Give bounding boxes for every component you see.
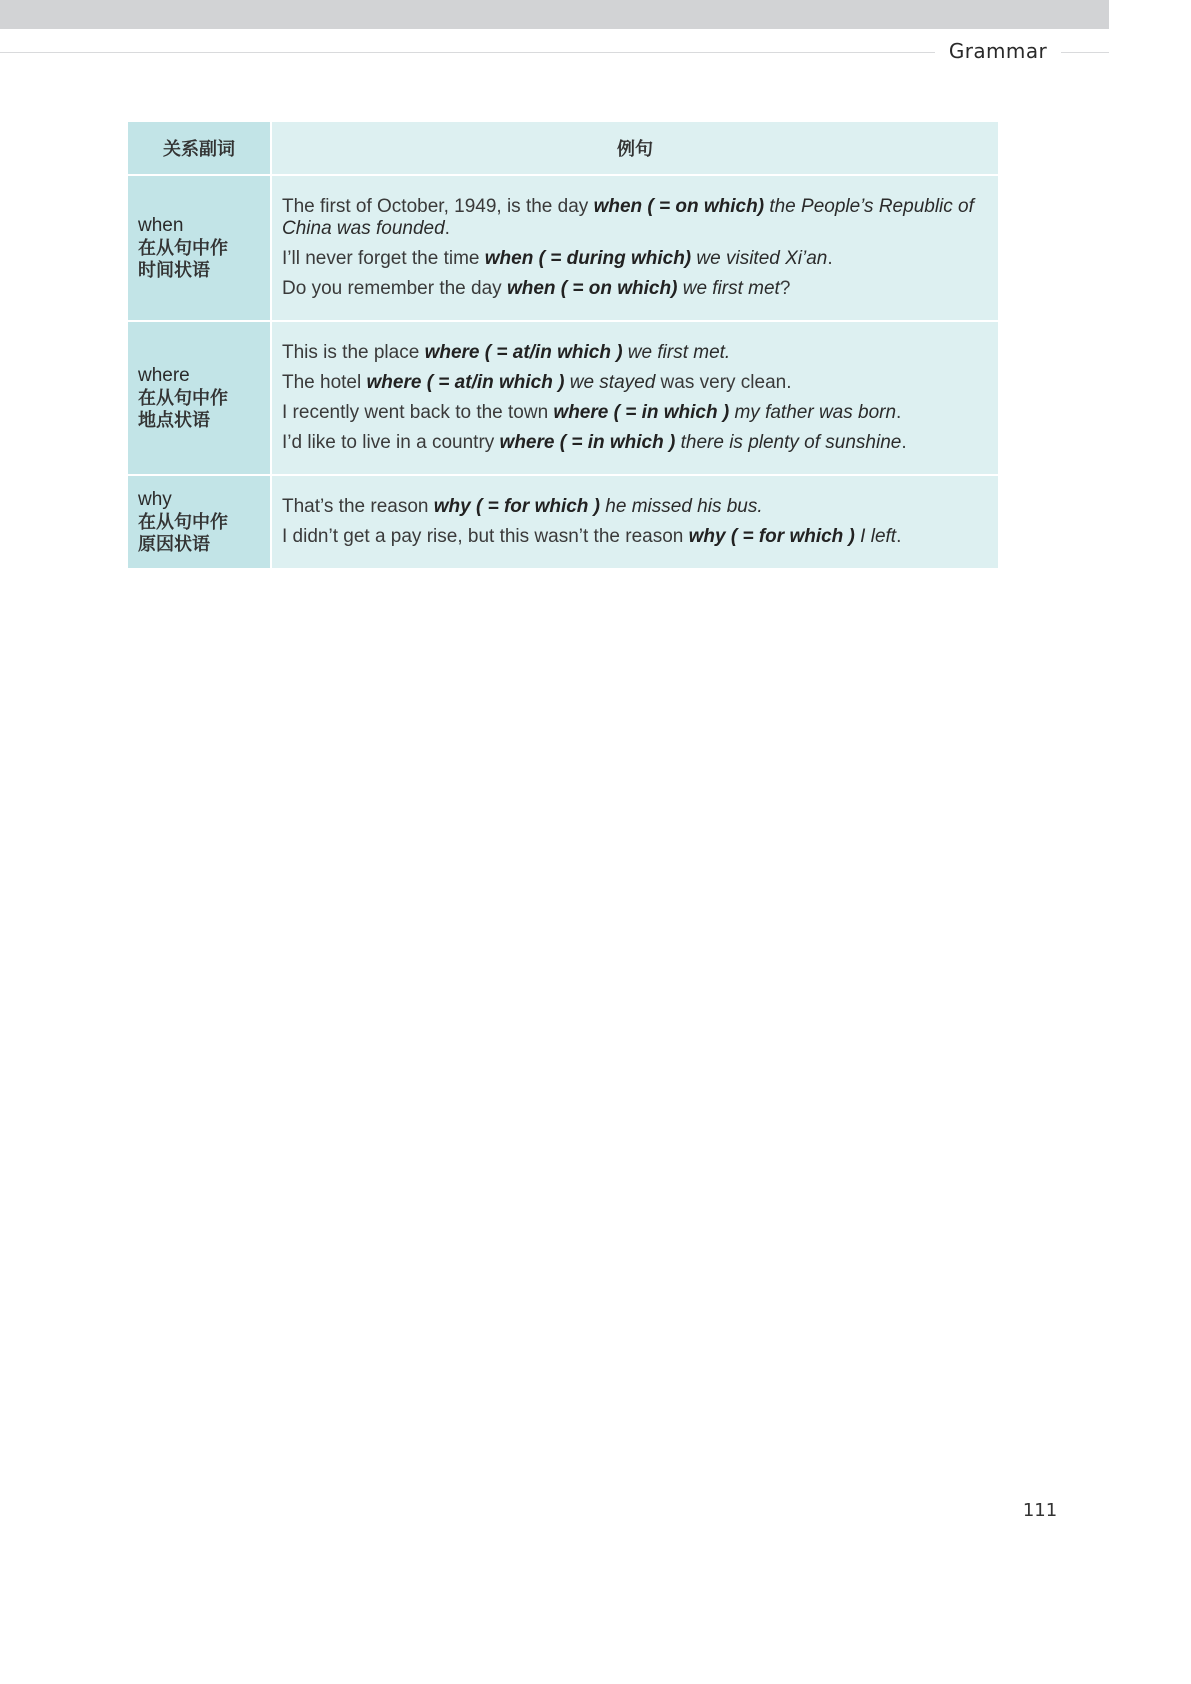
sentence-text: Do you remember the day xyxy=(282,278,507,299)
sentence-text: I’d like to live in a country xyxy=(282,432,500,453)
example-cell xyxy=(271,475,999,569)
relative-clause-text: we first met. xyxy=(622,342,731,363)
example-sentence xyxy=(282,372,988,394)
relative-adverb-phrase: when ( = on which) xyxy=(506,278,678,299)
relative-clause-text: my father was born xyxy=(729,402,897,423)
example-sentence xyxy=(282,432,988,454)
example-sentence xyxy=(282,402,988,424)
example-sentence xyxy=(282,526,988,548)
relative-adverb-phrase: when ( = on which) xyxy=(593,196,765,217)
table-row-when xyxy=(127,175,999,321)
sentence-text: The first of October, 1949, is the day xyxy=(282,196,594,217)
relative-clause-text: we visited Xi’an xyxy=(691,248,828,269)
relative-adverb-table xyxy=(126,120,1000,570)
relative-adverb-phrase: where ( = at/in which ) xyxy=(366,372,565,393)
header-rule xyxy=(0,52,935,53)
relative-clause-text: we first met xyxy=(677,278,780,299)
sentence-text: . xyxy=(901,432,907,453)
sentence-text: I recently went back to the town xyxy=(282,402,554,423)
example-cell xyxy=(271,175,999,321)
sentence-text: was very clean. xyxy=(655,372,792,393)
example-sentence xyxy=(282,248,988,270)
column-header-example: 例句 xyxy=(271,121,999,175)
term-cell xyxy=(127,321,271,475)
example-cell xyxy=(271,321,999,475)
sentence-text: I’ll never forget the time xyxy=(282,248,485,269)
example-sentence xyxy=(282,342,988,364)
sentence-text: I didn’t get a pay rise, but this wasn’t the reason xyxy=(282,526,689,547)
relative-adverb-phrase: where ( = in which ) xyxy=(499,432,676,453)
sentence-text: . xyxy=(827,248,833,269)
relative-clause-text: I left xyxy=(854,526,897,547)
term-description: 在从句中作 时间状语 xyxy=(138,238,228,280)
relative-adverb-phrase: where ( = in which ) xyxy=(553,402,730,423)
table-row-where xyxy=(127,321,999,475)
term-cell xyxy=(127,175,271,321)
sentence-text: This is the place xyxy=(282,342,425,363)
term-description: 在从句中作 地点状语 xyxy=(138,388,228,430)
relative-adverb-phrase: when ( = during which) xyxy=(484,248,692,269)
term-word: where xyxy=(138,365,190,386)
sentence-text: . xyxy=(444,218,450,239)
relative-adverb-phrase: why ( = for which ) xyxy=(688,526,855,547)
term-cell xyxy=(127,475,271,569)
header-rule xyxy=(1061,52,1109,53)
section-title: Grammar xyxy=(948,39,1048,63)
sentence-text: . xyxy=(896,402,902,423)
page-number: 111 xyxy=(1022,1500,1058,1521)
relative-clause-text: there is plenty of sunshine xyxy=(675,432,902,453)
column-header-relative-adverb: 关系副词 xyxy=(127,121,271,175)
example-sentence xyxy=(282,496,988,518)
example-sentence xyxy=(282,196,988,240)
top-bar xyxy=(0,0,1109,29)
sentence-text: ? xyxy=(779,278,791,299)
sentence-text: . xyxy=(896,526,902,547)
relative-clause-text: he missed his bus. xyxy=(600,496,763,517)
sentence-text: The hotel xyxy=(282,372,367,393)
term-description: 在从句中作 原因状语 xyxy=(138,512,228,554)
relative-clause-text: we stayed xyxy=(564,372,656,393)
table-row-why xyxy=(127,475,999,569)
relative-clause-text: the People’s Republic of China was founded xyxy=(282,196,974,239)
table-header-row xyxy=(127,121,999,175)
term-word: why xyxy=(138,489,172,510)
term-word: when xyxy=(138,215,184,236)
example-sentence xyxy=(282,278,988,300)
relative-adverb-phrase: why ( = for which ) xyxy=(433,496,601,517)
relative-adverb-phrase: where ( = at/in which ) xyxy=(424,342,623,363)
sentence-text: That’s the reason xyxy=(282,496,434,517)
